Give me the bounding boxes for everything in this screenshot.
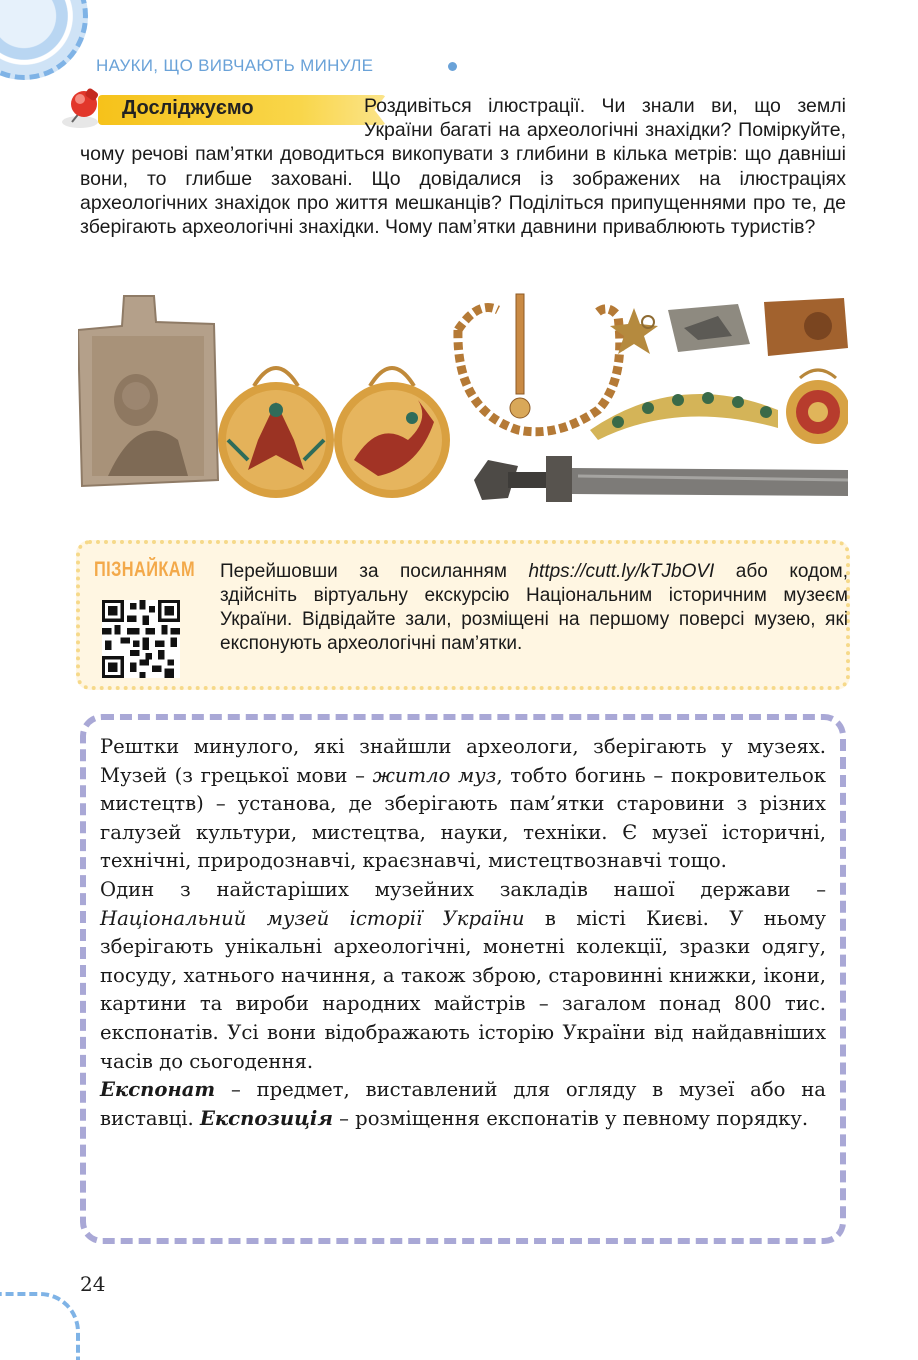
- main-text: [100, 733, 826, 1133]
- page-number: 24: [80, 1272, 106, 1296]
- corner-decoration: [0, 0, 88, 80]
- title-dot: [448, 62, 457, 71]
- info-box-title: ПІЗНАЙКАМ: [94, 558, 196, 581]
- earring-right: [334, 368, 450, 498]
- stone-icon-tablet: [78, 296, 218, 486]
- research-text: Роздивіться ілюстрації. Чи знали ви, що землі України багаті на археологічні знахідки? Поміркуйте, чому речові пам’ятки доводиться викопувати з глибини в кілька метрів: що давніші вони, то глибше заховані. Що довідалися із зображених на ілюстраціях археологічних знахідок про життя мешканців? Поділіться припущеннями про те, де зберігають археологічні знахідки. Чому пам’ятки давнини приваблюють туристів?: [80, 95, 846, 239]
- badge-label: Досліджуємо: [122, 97, 254, 119]
- info-box: [76, 540, 850, 690]
- virtual-tour-link[interactable]: https://cutt.ly/kTJbOVI: [528, 561, 715, 582]
- term-exposition: Експозиція: [199, 1106, 333, 1130]
- qr-code-icon[interactable]: [102, 600, 180, 678]
- colt-pendant: [786, 370, 848, 444]
- necklace: [458, 294, 620, 432]
- section-title: НАУКИ, ЩО ВИВЧАЮТЬ МИНУЛЕ: [96, 56, 374, 75]
- sword: [474, 456, 848, 502]
- bottom-corner-decoration: [0, 1292, 80, 1360]
- term-exhibit: Експонат: [100, 1078, 216, 1102]
- artifacts-illustration: [78, 290, 848, 512]
- paragraph-museum-definition: Рештки минулого, які знайшли археологи, зберігають у музеях. Музей (з грецької мови – житло муз, тобто богинь – покровительок мистецтв) – установа, де зберігають пам’ятки старовини з різних галузей культури, мистецтва, науки, техніки. Є музеї історичні, технічні, природознавчі, краєзнавчі, мистецтвознавчі тощо.: [100, 735, 826, 873]
- paragraph-national-museum: Один з найстаріших музейних закладів нашої держави – Національний музей історії України в місті Києві. У ньому зберігають унікальні археологічні, монетні колекції, зразки одягу, посуду, хатнього начиння, а також зброю, старовинні книжки, ікони, картини та вироби народних майстрів – загалом понад 800 тис. експонатів. Усі вони відображають історію України від найдавніших часів до сьогодення.: [100, 877, 827, 1073]
- info-box-text: Перейшовши за посиланням https://cutt.ly/kTJbOVI або кодом, здійсніть віртуальну екскурсію Національним історичним музеєм України. Відвідайте зали, розміщені на першому поверсі музею, які експонують археологічні пам’ятки.: [220, 561, 848, 654]
- earring-left: [218, 368, 334, 498]
- paragraph-terms: Експонат – предмет, виставлений для огляду в музеї або на виставці. Експозиція – розміщення експонатів у певному порядку.: [100, 1078, 826, 1130]
